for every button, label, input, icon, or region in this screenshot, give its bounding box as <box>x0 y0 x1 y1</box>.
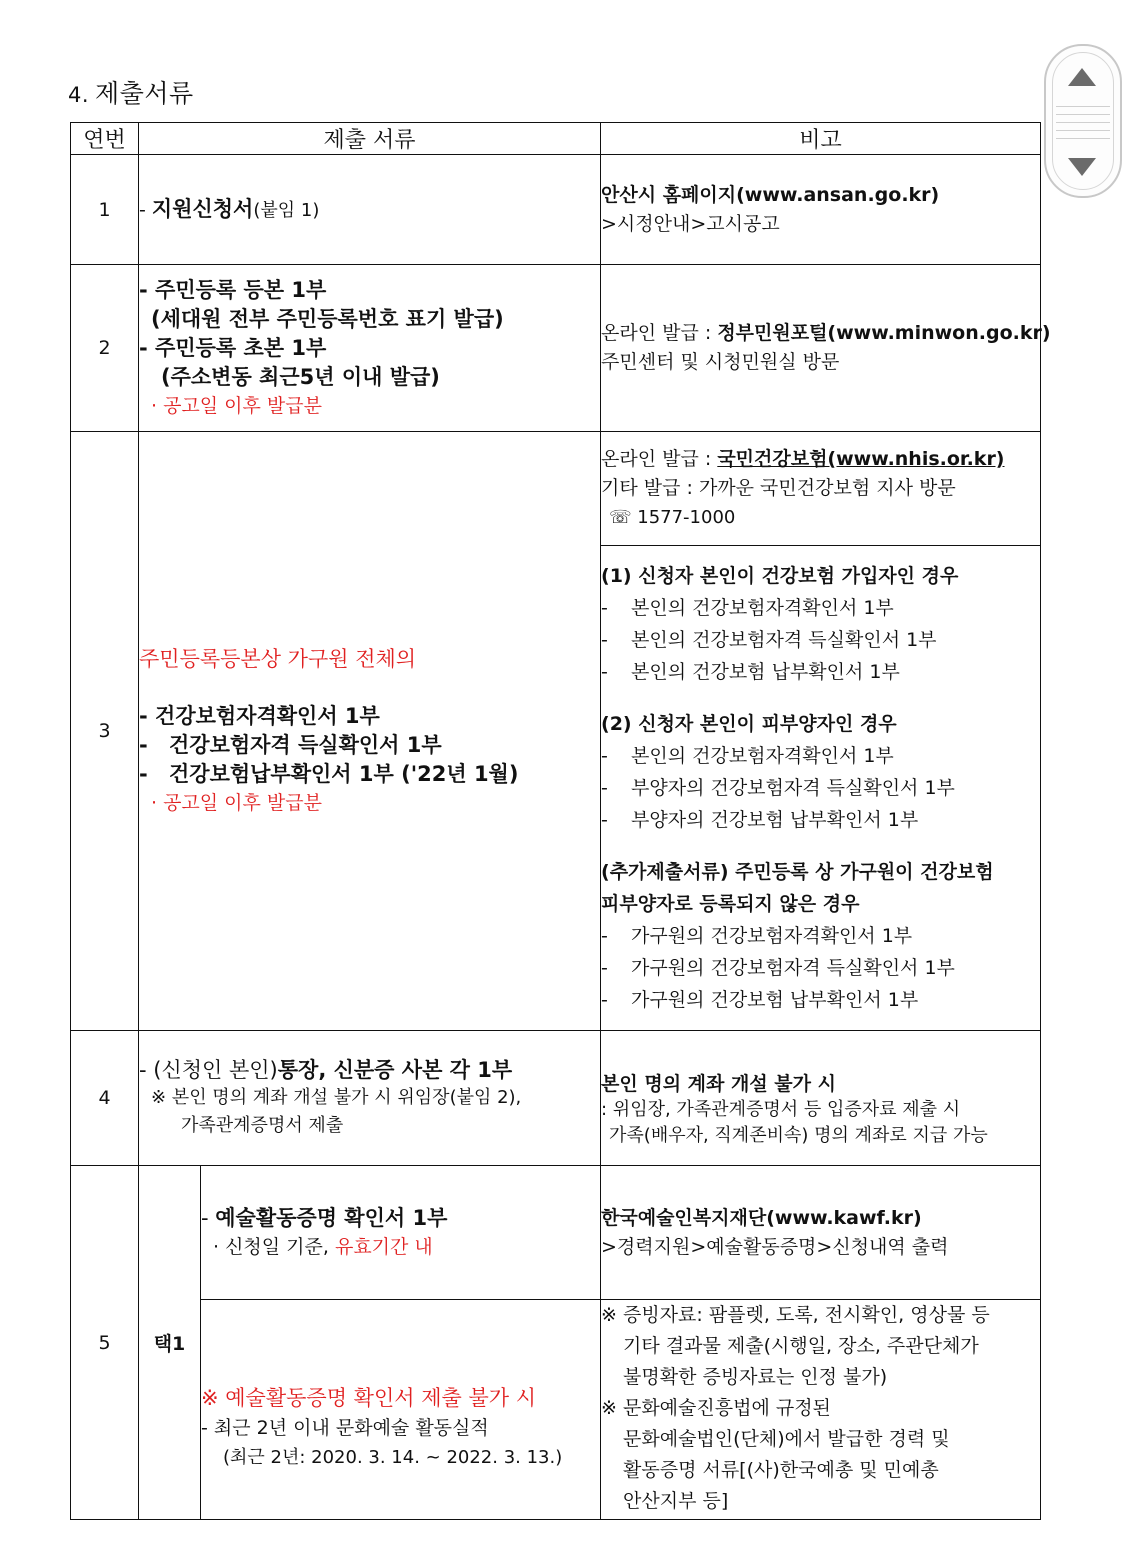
grip-line <box>1056 106 1110 107</box>
table-row <box>71 1300 1041 1520</box>
case-title: 피부양자로 등록되지 않은 경우 <box>601 893 860 915</box>
case-title: (추가제출서류) 주민등록 상 가구원이 건강보험 <box>601 861 994 883</box>
doc-line: - 주민등록 등본 1부 <box>139 277 327 302</box>
notes-cell <box>601 1031 1041 1166</box>
row-number: 1 <box>71 155 139 265</box>
note-line: 기타 발급 : 가까운 국민건강보험 지사 방문 <box>601 477 956 499</box>
section-heading <box>68 74 194 110</box>
note-line: 문화예술법인(단체)에서 발급한 경력 및 <box>623 1428 950 1450</box>
row-number: 5 <box>71 1166 139 1520</box>
dash: - <box>201 1205 216 1230</box>
doc-title: 지원신청서 <box>151 196 254 221</box>
note-link: 정부민원포털(www.minwon.go.kr) <box>717 322 1051 344</box>
table-row <box>71 432 1041 546</box>
doc-line: 건강보험자격 득실확인서 1부 <box>169 732 442 757</box>
docs-cell <box>201 1300 601 1520</box>
page-scroller <box>1044 44 1122 198</box>
list-item: 부양자의 건강보험 납부확인서 1부 <box>631 809 919 831</box>
note-label: 온라인 발급 : <box>601 322 718 344</box>
header-notes: 비고 <box>601 123 1041 155</box>
dash: - <box>601 809 608 831</box>
table-header-row <box>71 123 1041 155</box>
list-item: 본인의 건강보험자격확인서 1부 <box>631 745 894 767</box>
dash: - <box>601 661 608 683</box>
doc-line: - 주민등록 초본 1부 <box>139 335 327 360</box>
note-line: 한국예술인복지재단(www.kawf.kr) <box>601 1206 922 1229</box>
dash: - <box>601 989 608 1011</box>
table-row <box>71 1031 1041 1166</box>
note-line: 안산시 홈페이지(www.ansan.go.kr) <box>601 183 940 206</box>
grip-line <box>1056 130 1110 131</box>
grip-line <box>1056 122 1110 123</box>
doc-title: ※ 예술활동증명 확인서 제출 불가 시 <box>201 1385 536 1410</box>
notes-cell <box>601 1300 1041 1520</box>
note-line: >시정안내>고시공고 <box>601 212 780 235</box>
choice-label: 택1 <box>139 1166 201 1520</box>
notes-cell <box>601 1166 1041 1300</box>
case-title: (2) 신청자 본인이 피부양자인 경우 <box>601 713 897 735</box>
note-line: 기타 결과물 제출(시행일, 장소, 주관단체가 <box>623 1335 979 1357</box>
section-number: 4. <box>68 83 90 107</box>
note-line: 불명확한 증빙자료는 인정 불가) <box>623 1366 888 1388</box>
dash: - <box>139 761 148 786</box>
list-item: 본인의 건강보험자격 득실확인서 1부 <box>631 629 937 651</box>
table-row <box>71 1166 1041 1300</box>
notes-cell <box>601 432 1041 546</box>
dash: - <box>601 925 608 947</box>
doc-note: · 공고일 이후 발급분 <box>151 791 322 814</box>
notes-cell <box>601 546 1041 1031</box>
dash: - <box>601 745 608 767</box>
doc-note: 가족관계증명서 제출 <box>181 1115 344 1136</box>
note-line: 주민센터 및 시청민원실 방문 <box>601 351 840 373</box>
note-line: 본인 명의 계좌 개설 불가 시 <box>601 1073 836 1095</box>
header-docs: 제출 서류 <box>139 123 601 155</box>
doc-line: (최근 2년: 2020. 3. 14. ~ 2022. 3. 13.) <box>223 1446 563 1468</box>
doc-prefix: - (신청인 본인) <box>139 1058 278 1082</box>
docs-cell <box>139 265 601 432</box>
dash: - <box>601 597 608 619</box>
docs-cell <box>139 432 601 1031</box>
table-row <box>71 265 1041 432</box>
dash: - <box>601 777 608 799</box>
notes-cell <box>601 265 1051 432</box>
phone-line: ☏ 1577-1000 <box>609 507 736 528</box>
note-line: >경력지원>예술활동증명>신청내역 출력 <box>601 1235 949 1258</box>
doc-note: · 신청일 기준, <box>213 1235 335 1258</box>
note-label: 온라인 발급 : <box>601 448 718 470</box>
dash: - <box>139 198 152 221</box>
note-line: 활동증명 서류[(사)한국예총 및 민예총 <box>623 1459 939 1481</box>
row-number: 4 <box>71 1031 139 1166</box>
case-title: (1) 신청자 본인이 건강보험 가입자인 경우 <box>601 565 959 587</box>
header-no: 연번 <box>71 123 139 155</box>
dash: - <box>139 732 148 757</box>
doc-title: 예술활동증명 확인서 1부 <box>215 1205 448 1230</box>
note-line: ※ 문화예술진흥법에 규정된 <box>601 1397 831 1419</box>
dash: - <box>601 629 608 651</box>
docs-cell <box>139 155 601 265</box>
row-number: 3 <box>71 432 139 1031</box>
doc-line: (세대원 전부 주민등록번호 표기 발급) <box>151 306 504 331</box>
list-item: 가구원의 건강보험자격 득실확인서 1부 <box>631 957 955 979</box>
section-title: 제출서류 <box>95 79 194 108</box>
note-line: ※ 증빙자료: 팜플렛, 도록, 전시확인, 영상물 등 <box>601 1304 990 1326</box>
list-item: 본인의 건강보험 납부확인서 1부 <box>631 661 900 683</box>
grip-line <box>1056 138 1110 139</box>
docs-cell <box>201 1166 601 1300</box>
doc-line: - 건강보험자격확인서 1부 <box>139 703 380 728</box>
list-item: 본인의 건강보험자격확인서 1부 <box>631 597 894 619</box>
notes-cell <box>601 155 1041 265</box>
dash: - <box>601 957 608 979</box>
list-item: 가구원의 건강보험자격확인서 1부 <box>631 925 913 947</box>
documents-table <box>70 122 1051 1520</box>
arrow-down-icon[interactable] <box>1068 158 1096 176</box>
row-number: 2 <box>71 265 139 432</box>
grip-line <box>1056 114 1110 115</box>
doc-line: 건강보험납부확인서 1부 ('22년 1월) <box>169 761 519 786</box>
doc-title: 주민등록등본상 가구원 전체의 <box>139 646 417 671</box>
doc-note: ※ 본인 명의 계좌 개설 불가 시 위임장(붙임 2), <box>151 1087 522 1108</box>
note-line: : 위임장, 가족관계증명서 등 입증자료 제출 시 <box>601 1099 961 1120</box>
doc-note: · 공고일 이후 발급분 <box>151 394 322 417</box>
doc-line: - 최근 2년 이내 문화예술 활동실적 <box>201 1416 489 1439</box>
note-link: 국민건강보험(www.nhis.or.kr) <box>717 448 1005 470</box>
note-line: 안산지부 등] <box>623 1490 729 1512</box>
list-item: 부양자의 건강보험자격 득실확인서 1부 <box>631 777 955 799</box>
table-row <box>71 155 1041 265</box>
list-item: 가구원의 건강보험 납부확인서 1부 <box>631 989 919 1011</box>
doc-line: (주소변동 최근5년 이내 발급) <box>161 364 440 389</box>
doc-suffix: (붙임 1) <box>253 199 320 221</box>
doc-note-highlight: 유효기간 내 <box>334 1235 433 1258</box>
arrow-up-icon[interactable] <box>1068 68 1096 86</box>
note-line: 가족(배우자, 직계존비속) 명의 계좌로 지급 가능 <box>609 1125 988 1146</box>
docs-cell <box>139 1031 601 1166</box>
doc-title: 통장, 신분증 사본 각 1부 <box>277 1058 513 1082</box>
